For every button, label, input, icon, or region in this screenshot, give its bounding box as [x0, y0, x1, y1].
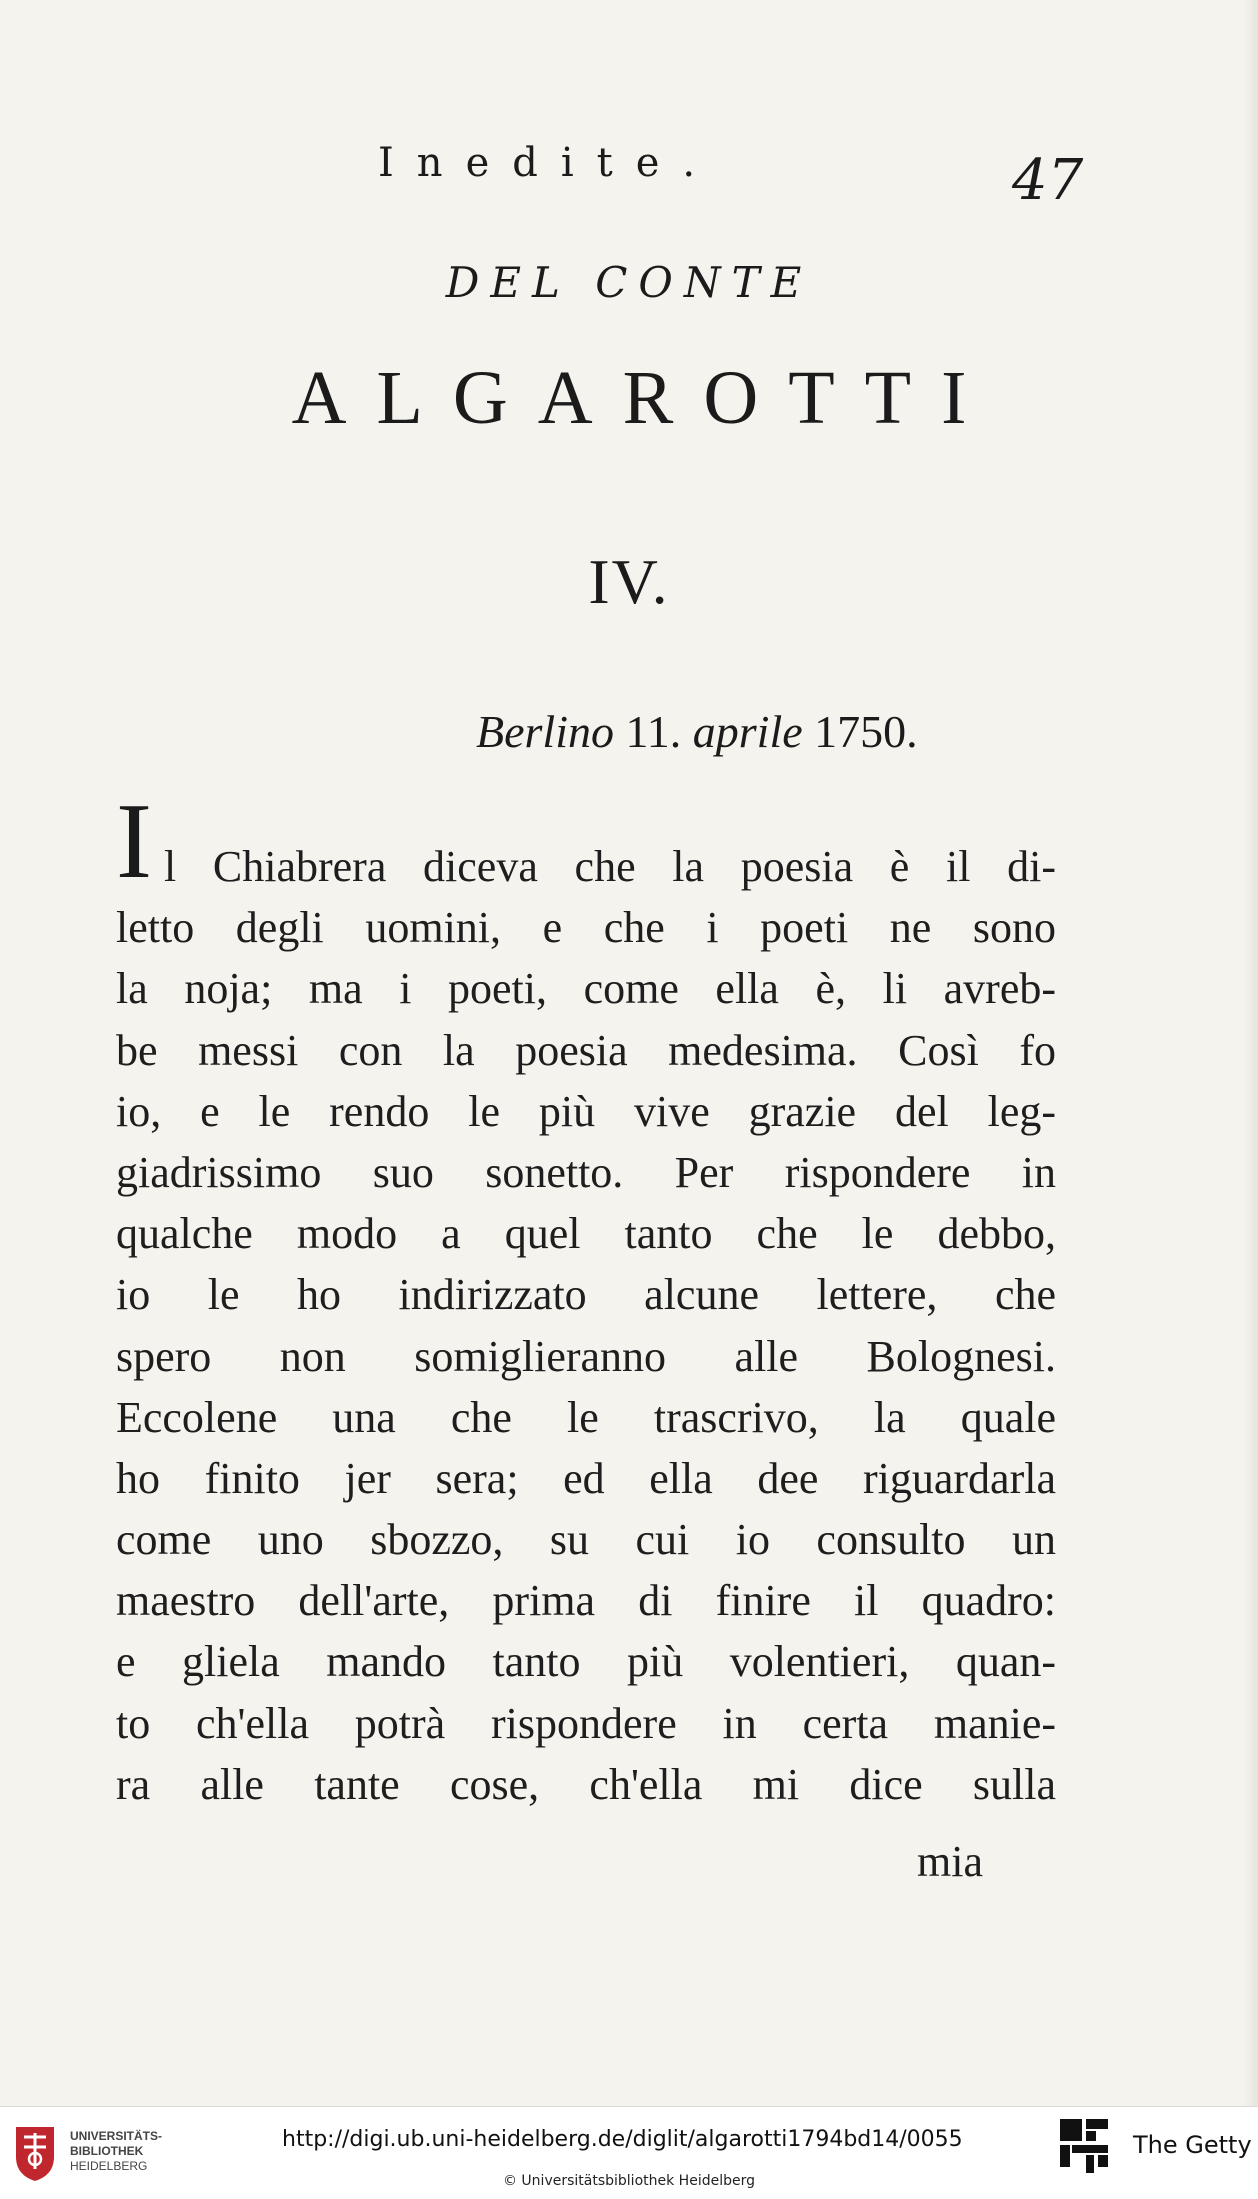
text-line: giadrissimo suo sonetto. Per rispondere in [116, 1147, 1056, 1197]
library-name-line: BIBLIOTHEK [70, 2144, 144, 2158]
text-line: spero non somiglieranno alle Bolognesi. [116, 1331, 1056, 1381]
text-line: io le ho indirizzato alcune lettere, che [116, 1270, 1056, 1320]
text-line: io, e le rendo le più vive grazie del leg- [116, 1086, 1056, 1136]
text-line: be messi con la poesia medesima. Così fo [116, 1025, 1056, 1075]
page-title: ALGAROTTI [291, 356, 997, 440]
text-line: ra alle tante cose, ch'ella mi dice sulla [116, 1759, 1056, 1809]
document-link[interactable]: http://digi.ub.uni-heidelberg.de/diglit/algarotti1794bd14/0055 [282, 2127, 963, 2152]
text-line: e gliela mando tanto più volentieri, quan- [116, 1637, 1056, 1687]
page-edge [1244, 0, 1258, 2106]
copyright-notice: © Universitätsbibliothek Heidelberg [502, 2173, 755, 2189]
drop-cap: I [116, 782, 152, 901]
subtitle: DEL CONTE [445, 258, 813, 307]
text-line: ho finito jer sera; ed ella dee riguardarla [116, 1453, 1056, 1503]
library-name [70, 2129, 162, 2174]
library-name-line: UNIVERSITÄTS- [70, 2129, 163, 2143]
getty-logo-icon [1058, 2117, 1110, 2175]
text-line: to ch'ella potrà rispondere in certa manie- [116, 1698, 1056, 1748]
dateline-year: 1750. [814, 706, 918, 757]
text-line: la noja; ma i poeti, come ella è, li avreb- [116, 964, 1056, 1014]
letter-number: IV. [588, 546, 670, 617]
text-line: qualche modo a quel tanto che le debbo, [116, 1209, 1056, 1259]
dateline-month: aprile [692, 706, 803, 757]
text-line: come uno sbozzo, su cui io consulto un [116, 1515, 1056, 1565]
text-line: maestro dell'arte, prima di finire il quadro: [116, 1576, 1056, 1626]
text-line: l Chiabrera diceva che la poesia è il di- [164, 842, 1056, 891]
text-line: Eccolene una che le trascrivo, la quale [116, 1392, 1056, 1442]
running-head: Inedite. [378, 140, 719, 186]
dateline [476, 705, 996, 758]
dateline-place: Berlino [476, 706, 614, 757]
footer-bar [0, 2106, 1258, 2199]
body-text [116, 836, 1056, 1815]
partner-name: The Getty [1133, 2131, 1252, 2159]
page-number: 47 [1012, 148, 1084, 213]
text-line: letto degli uomini, e che i poeti ne sono [116, 903, 1056, 953]
library-name-line: HEIDELBERG [70, 2159, 148, 2173]
catchword: mia [917, 1837, 983, 1886]
dateline-day: 11. [625, 706, 682, 757]
